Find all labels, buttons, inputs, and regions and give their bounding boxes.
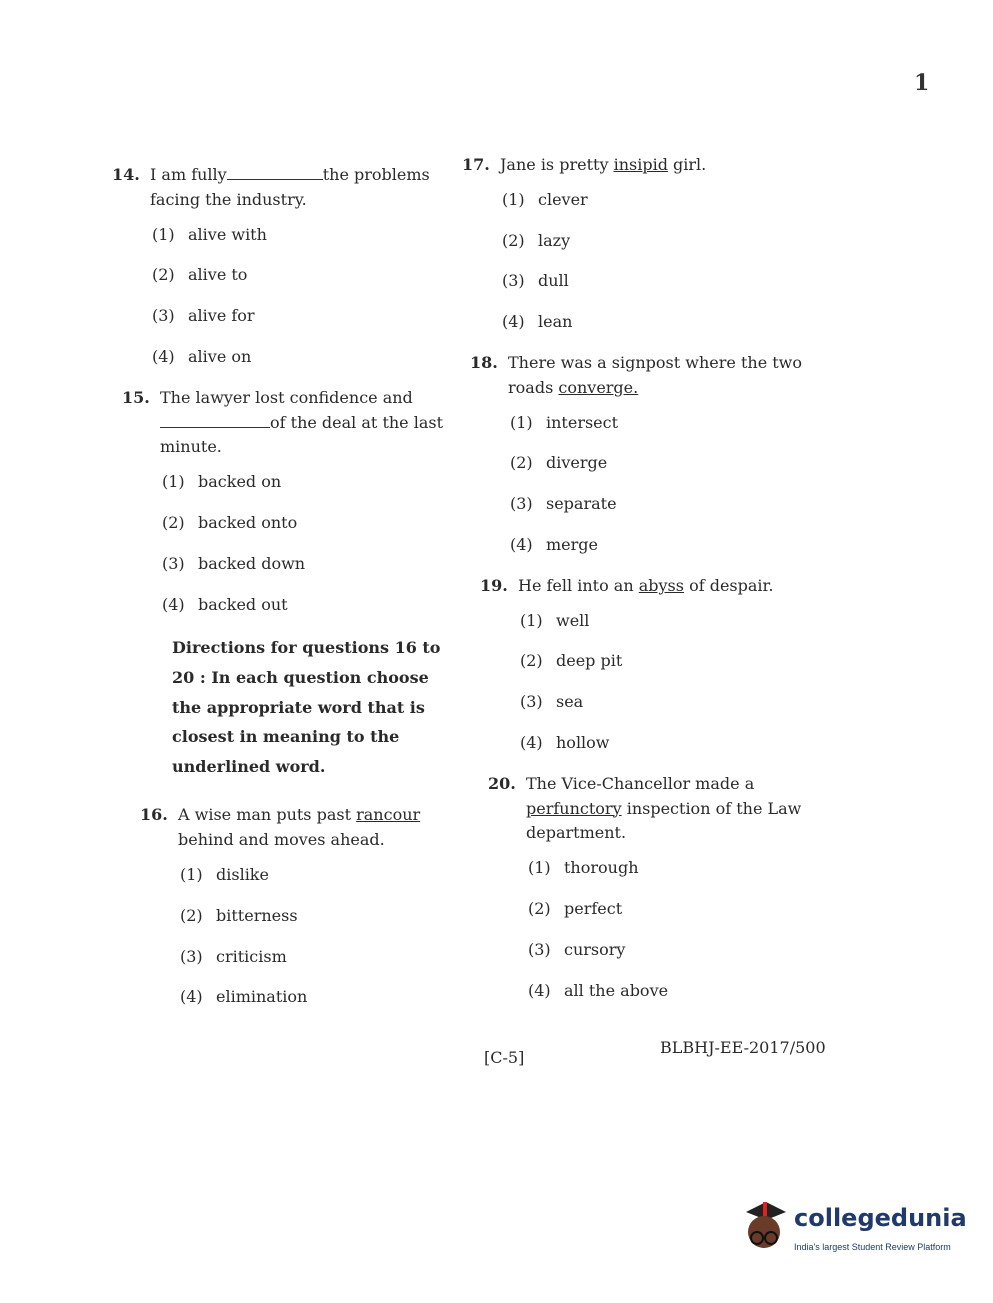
- question-18: [470, 351, 827, 558]
- options-list: [520, 609, 827, 756]
- option-2: (2) perfect: [528, 898, 623, 918]
- option-4: (4) merge: [510, 534, 598, 554]
- answer-blank: [227, 165, 323, 180]
- question-number: 15.: [122, 387, 150, 407]
- question-text: I am fully the problems facing the industry.: [150, 165, 430, 209]
- option-2: (2) backed onto: [162, 512, 298, 532]
- option-3: (3) criticism: [180, 946, 287, 966]
- question-15: [122, 386, 457, 618]
- option-1: (1) backed on: [162, 472, 282, 492]
- option-3: (3) cursory: [528, 939, 626, 959]
- question-text: He fell into an abyss of despair.: [518, 575, 774, 595]
- options-list: [180, 863, 457, 1010]
- options-list: [510, 411, 827, 558]
- option-1: (1) clever: [502, 189, 588, 209]
- underlined-word: insipid: [613, 155, 668, 174]
- question-14: [112, 163, 457, 370]
- option-4: (4) hollow: [520, 732, 610, 752]
- options-list: [162, 470, 457, 617]
- mascot-icon: [736, 1198, 792, 1260]
- option-1: (1) well: [520, 610, 590, 630]
- option-1: (1) alive with: [152, 224, 267, 244]
- right-column: [462, 153, 827, 1019]
- page-marker: 1: [914, 70, 930, 96]
- option-2: (2) lazy: [502, 230, 571, 250]
- question-number: 17.: [462, 155, 490, 174]
- option-4: (4) backed out: [162, 594, 288, 614]
- option-1: (1) dislike: [180, 864, 269, 884]
- question-text: A wise man puts past rancour behind and moves ahead.: [178, 805, 421, 850]
- options-list: [528, 856, 827, 1003]
- logo-tagline: India's largest Student Review Platform: [794, 1242, 951, 1252]
- question-number: 14.: [112, 165, 140, 184]
- option-3: (3) sea: [520, 692, 584, 712]
- directions-text: Directions for questions 16 to 20 : In each question choose the appropriate word that is closest in meaning to the underlined word.: [172, 638, 441, 776]
- options-list: [152, 223, 457, 370]
- option-3: (3) dull: [502, 271, 569, 291]
- underlined-word: abyss: [638, 575, 684, 595]
- page-code: [C-5]: [484, 1048, 525, 1067]
- question-20: [488, 772, 827, 1004]
- question-text: There was a signpost where the two roads converge.: [508, 352, 802, 397]
- option-4: (4) elimination: [180, 987, 308, 1007]
- option-4: (4) alive on: [152, 346, 252, 366]
- option-2: (2) alive to: [152, 265, 248, 285]
- question-text: The Vice-Chancellor made a perfunctory inspection of the Law department.: [526, 773, 802, 843]
- option-3: (3) alive for: [152, 306, 255, 326]
- options-list: [502, 188, 827, 335]
- underlined-word: rancour: [356, 805, 421, 825]
- question-text: The lawyer lost confidence and of the deal at the last minute.: [160, 387, 444, 457]
- option-2: (2) bitterness: [180, 905, 298, 925]
- logo-wordmark: collegedunia: [794, 1204, 967, 1232]
- option-1: (1) intersect: [510, 412, 619, 432]
- paper-reference: BLBHJ-EE-2017/500: [660, 1038, 826, 1057]
- question-17: [462, 153, 827, 335]
- left-column: [112, 163, 457, 1026]
- question-number: 18.: [470, 352, 498, 372]
- option-4: (4) lean: [502, 312, 573, 332]
- option-2: (2) deep pit: [520, 651, 623, 671]
- question-16: [140, 803, 457, 1010]
- option-4: (4) all the above: [528, 980, 669, 1000]
- option-2: (2) diverge: [510, 453, 608, 473]
- question-number: 20.: [488, 773, 516, 793]
- question-19: [480, 574, 827, 756]
- answer-blank: [160, 413, 270, 428]
- collegedunia-logo[interactable]: [736, 1198, 966, 1268]
- underlined-word: perfunctory: [526, 798, 622, 818]
- question-number: 16.: [140, 805, 168, 825]
- question-text: Jane is pretty insipid girl.: [500, 155, 707, 174]
- option-3: (3) separate: [510, 494, 617, 514]
- question-number: 19.: [480, 575, 508, 595]
- option-1: (1) thorough: [528, 858, 639, 878]
- option-3: (3) backed down: [162, 553, 306, 573]
- underlined-word: converge.: [558, 377, 639, 397]
